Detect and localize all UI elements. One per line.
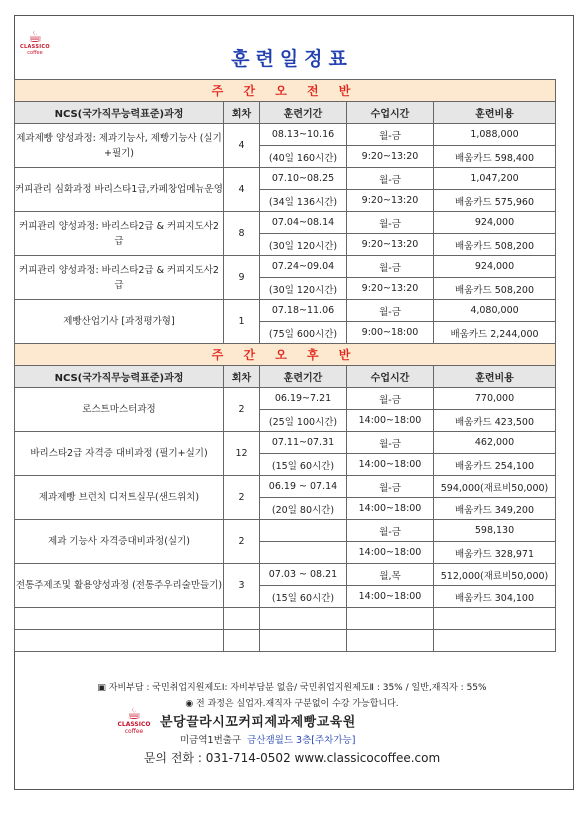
period-hours: (20일 80시간): [260, 498, 347, 520]
header-course: NCS(국가직무능력표준)과정: [15, 366, 224, 388]
round-number: 12: [224, 432, 260, 476]
course-name: 로스트마스터과정: [15, 388, 224, 432]
empty-cell: [260, 630, 347, 652]
schedule-table: [14, 79, 556, 652]
class-days: 월-금: [347, 124, 434, 146]
period-dates: 07.18~11.06: [260, 300, 347, 322]
page-title: 훈련일정표: [231, 48, 353, 70]
empty-cell: [15, 630, 224, 652]
period-dates: 07.03 ~ 08.21: [260, 564, 347, 586]
academy-name: 분당끌라시꼬커피제과제빵교육원: [160, 715, 356, 730]
table-row: [15, 388, 556, 410]
empty-cell: [224, 630, 260, 652]
course-name: 바리스타2급 자격증 대비과정 (필기+실기): [15, 432, 224, 476]
contact-phone: 문의 전화 : 031-714-0502 www.classicocoffee.com: [143, 751, 441, 765]
empty-row: [15, 608, 556, 630]
pm-band: 주 간 오 후 반: [15, 344, 556, 366]
card-fee: 배움카드 328,971: [434, 542, 556, 564]
empty-cell: [15, 608, 224, 630]
header-round: 회차: [224, 102, 260, 124]
tuition-fee: 4,080,000: [434, 300, 556, 322]
period-dates: 07.11~07.31: [260, 432, 347, 454]
class-hours: 14:00~18:00: [347, 454, 434, 476]
eligibility-note: ◉ 전 과정은 실업자.재직자 구분없이 수강 가능합니다.: [185, 699, 399, 709]
round-number: 4: [224, 124, 260, 168]
table-row: [15, 564, 556, 586]
tuition-fee: 1,088,000: [434, 124, 556, 146]
class-days: 월-금: [347, 388, 434, 410]
header-time: 수업시간: [347, 102, 434, 124]
empty-cell: [224, 608, 260, 630]
empty-cell: [260, 608, 347, 630]
round-number: 4: [224, 168, 260, 212]
tuition-fee: 462,000: [434, 432, 556, 454]
round-number: 9: [224, 256, 260, 300]
course-name: 제빵산업기사 [과정평가형]: [15, 300, 224, 344]
header-cost: 훈련비용: [434, 102, 556, 124]
card-fee: 배움카드 508,200: [434, 234, 556, 256]
empty-cell: [434, 608, 556, 630]
round-number: 2: [224, 388, 260, 432]
card-fee: 배움카드 423,500: [434, 410, 556, 432]
class-days: 월-금: [347, 300, 434, 322]
table-row: [15, 476, 556, 498]
table-row: [15, 300, 556, 322]
card-fee: 배움카드 254,100: [434, 454, 556, 476]
header-course: NCS(국가직무능력표준)과정: [15, 102, 224, 124]
class-days: 월-금: [347, 212, 434, 234]
empty-cell: [347, 608, 434, 630]
am-band: 주 간 오 전 반: [15, 80, 556, 102]
period-hours: (25일 100시간): [260, 410, 347, 432]
class-hours: 14:00~18:00: [347, 586, 434, 608]
pm-header-row: [15, 366, 556, 388]
cost-note: ▣ 자비부담 : 국민취업지원제도Ⅰ: 자비부담분 없음/ 국민취업지원제도Ⅱ : 35% / 일반,재직자 : 55%: [97, 683, 487, 693]
tuition-fee: 598,130: [434, 520, 556, 542]
header-cost: 훈련비용: [434, 366, 556, 388]
period-hours: (75일 600시간): [260, 322, 347, 344]
round-number: 2: [224, 520, 260, 564]
card-fee: 배움카드 575,960: [434, 190, 556, 212]
card-fee: 배움카드 2,244,000: [434, 322, 556, 344]
table-row: [15, 212, 556, 234]
period-dates: [260, 520, 347, 542]
course-name: 제과제빵 양성과정: 제과기능사, 제빵기능사 (실기+필기): [15, 124, 224, 168]
period-dates: 06.19~7.21: [260, 388, 347, 410]
card-fee: 배움카드 508,200: [434, 278, 556, 300]
tuition-fee: 594,000(재료비50,000): [434, 476, 556, 498]
round-number: 2: [224, 476, 260, 520]
class-days: 월-금: [347, 432, 434, 454]
coffee-cup-icon: ☕: [126, 704, 142, 723]
period-hours: (34일 136시간): [260, 190, 347, 212]
card-fee: 배움카드 304,100: [434, 586, 556, 608]
empty-row: [15, 630, 556, 652]
period-hours: (30일 120시간): [260, 234, 347, 256]
table-row: [15, 520, 556, 542]
tuition-fee: 770,000: [434, 388, 556, 410]
period-dates: 07.24~09.04: [260, 256, 347, 278]
class-days: 월,목: [347, 564, 434, 586]
card-fee: 배움카드 349,200: [434, 498, 556, 520]
empty-cell: [347, 630, 434, 652]
class-hours: 9:20~13:20: [347, 146, 434, 168]
am-header-row: [15, 102, 556, 124]
tuition-fee: 512,000(재료비50,000): [434, 564, 556, 586]
period-dates: 07.10~08.25: [260, 168, 347, 190]
course-name: 커피관리 양성과정: 바리스타2급 & 커피지도사2급: [15, 256, 224, 300]
period-dates: 08.13~10.16: [260, 124, 347, 146]
course-name: 커피관리 심화과정 바리스타1급,카페창업메뉴운영: [15, 168, 224, 212]
table-row: [15, 432, 556, 454]
header-period: 훈련기간: [260, 102, 347, 124]
course-name: 제과 기능사 자격증대비과정(실기): [15, 520, 224, 564]
class-hours: 14:00~18:00: [347, 498, 434, 520]
table-row: [15, 168, 556, 190]
period-hours: (15일 60시간): [260, 454, 347, 476]
footer-logo: ☕ CLASSICO coffee: [117, 704, 151, 735]
round-number: 8: [224, 212, 260, 256]
tuition-fee: 1,047,200: [434, 168, 556, 190]
header-round: 회차: [224, 366, 260, 388]
class-hours: 9:00~18:00: [347, 322, 434, 344]
table-row: [15, 256, 556, 278]
empty-cell: [434, 630, 556, 652]
period-hours: (30일 120시간): [260, 278, 347, 300]
course-name: 커피관리 양성과정: 바리스타2급 & 커피지도사2급: [15, 212, 224, 256]
class-hours: 14:00~18:00: [347, 410, 434, 432]
period-dates: 07.04~08.14: [260, 212, 347, 234]
class-days: 월-금: [347, 168, 434, 190]
class-days: 월-금: [347, 520, 434, 542]
coffee-cup-icon: ☕: [27, 27, 43, 46]
header-period: 훈련기간: [260, 366, 347, 388]
class-days: 월-금: [347, 476, 434, 498]
class-hours: 9:20~13:20: [347, 278, 434, 300]
period-dates: 06.19 ~ 07.14: [260, 476, 347, 498]
class-days: 월-금: [347, 256, 434, 278]
header-time: 수업시간: [347, 366, 434, 388]
round-number: 3: [224, 564, 260, 608]
card-fee: 배움카드 598,400: [434, 146, 556, 168]
table-row: [15, 124, 556, 146]
tuition-fee: 924,000: [434, 212, 556, 234]
course-name: 전통주제조및 활용양성과정 (전통주우리술만들기): [15, 564, 224, 608]
round-number: 1: [224, 300, 260, 344]
period-hours: [260, 542, 347, 564]
period-hours: (40일 160시간): [260, 146, 347, 168]
course-name: 제과제빵 브런치 디저트실무(샌드위치): [15, 476, 224, 520]
tuition-fee: 924,000: [434, 256, 556, 278]
classico-logo: ☕ CLASSICO coffee: [18, 30, 52, 56]
period-hours: (15일 60시간): [260, 586, 347, 608]
class-hours: 9:20~13:20: [347, 234, 434, 256]
address: 미금역1번출구 금산잼월드 3층[주차가능]: [180, 735, 356, 746]
class-hours: 9:20~13:20: [347, 190, 434, 212]
class-hours: 14:00~18:00: [347, 542, 434, 564]
